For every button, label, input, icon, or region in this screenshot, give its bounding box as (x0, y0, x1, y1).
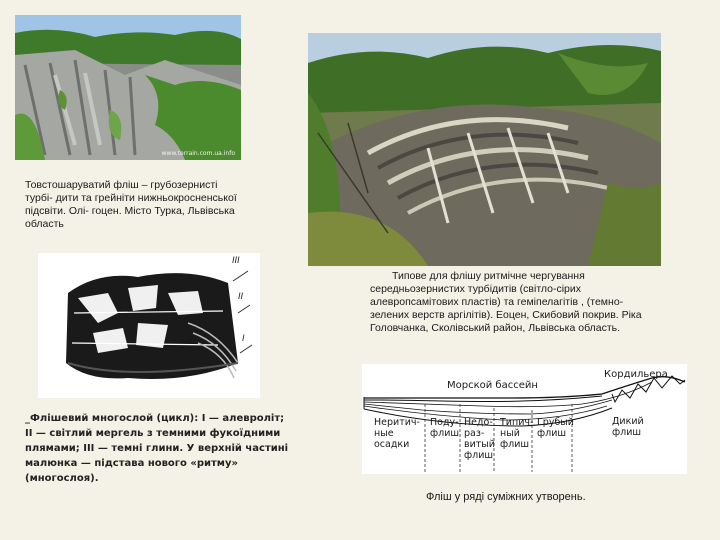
rock-label-iii: III (232, 255, 240, 265)
cliff-photo (15, 15, 241, 160)
diagram-zone-subflysch (430, 417, 459, 439)
zone-neritic-line1: Неритич- (374, 417, 420, 428)
zone-wild-line1: Дикий (612, 416, 644, 427)
zone-typical-line2: ный (500, 428, 520, 439)
caption-rhythmic-flysch: Типове для флішу ритмічне чергування середньозернистих турбідитів (світло-сірих алевропсамітових пластів) та геміпелагітів , (темно-зелених верств аргілітів). Еоцен, Скибовий покрив. Ріка Головчанка, Сколівський район, Львівська область. (370, 270, 642, 334)
zone-subflysch-line1: Поду- (430, 417, 459, 428)
caption-flysch-rhythm: _Флішевий многослой (цикл): I — алевроліт; II — світлий мергель з темними фукоїдними плямами; III — темні глини. У верхній частині малюнка — підстава нового «ритму» (многослоя). (25, 413, 289, 484)
zone-subflysch-line2: флиш (430, 428, 460, 439)
caption-thick-flysch: Товстошаруватий фліш – грубозернисті турбі- дити та грейніти нижньокросненської підсвіти. Олі- гоцен. Місто Турка, Львівська область (25, 179, 237, 230)
rock-label-i: I (242, 333, 245, 343)
zone-coarse-line2: флиш (537, 428, 567, 439)
zone-underdeveloped-line3: витый (464, 439, 495, 450)
caption-flysch-series: Фліш у ряді суміжних утворень. (426, 491, 586, 503)
zone-neritic-line3: осадки (374, 439, 410, 450)
zone-wild-line2: флиш (612, 427, 642, 438)
diagram-zone-wild (612, 416, 644, 438)
flysch-outcrop-photo (308, 33, 661, 266)
diagram-zone-underdeveloped (464, 417, 495, 461)
zone-typical-line3: флиш (500, 439, 530, 450)
diagram-ridge-label: Кордильера (604, 369, 668, 380)
zone-coarse-line1: Грубый (537, 417, 574, 428)
zone-typical-line1: Типич- (500, 417, 534, 428)
zone-underdeveloped-line1: Недо- (464, 417, 493, 428)
zone-neritic-line2: ные (374, 428, 394, 439)
rock-sample-drawing (38, 253, 260, 398)
photo-watermark: www.terrain.com.ua.info (161, 150, 235, 157)
diagram-zone-neritic (374, 417, 420, 450)
zone-underdeveloped-line4: флиш (464, 450, 494, 461)
diagram-sea-label: Морской бассейн (447, 380, 538, 391)
zone-underdeveloped-line2: раз- (464, 428, 485, 439)
diagram-zone-typical (500, 417, 533, 450)
diagram-zone-coarse (537, 417, 574, 439)
flysch-facies-diagram (362, 364, 687, 474)
rock-label-ii: II (238, 291, 244, 301)
